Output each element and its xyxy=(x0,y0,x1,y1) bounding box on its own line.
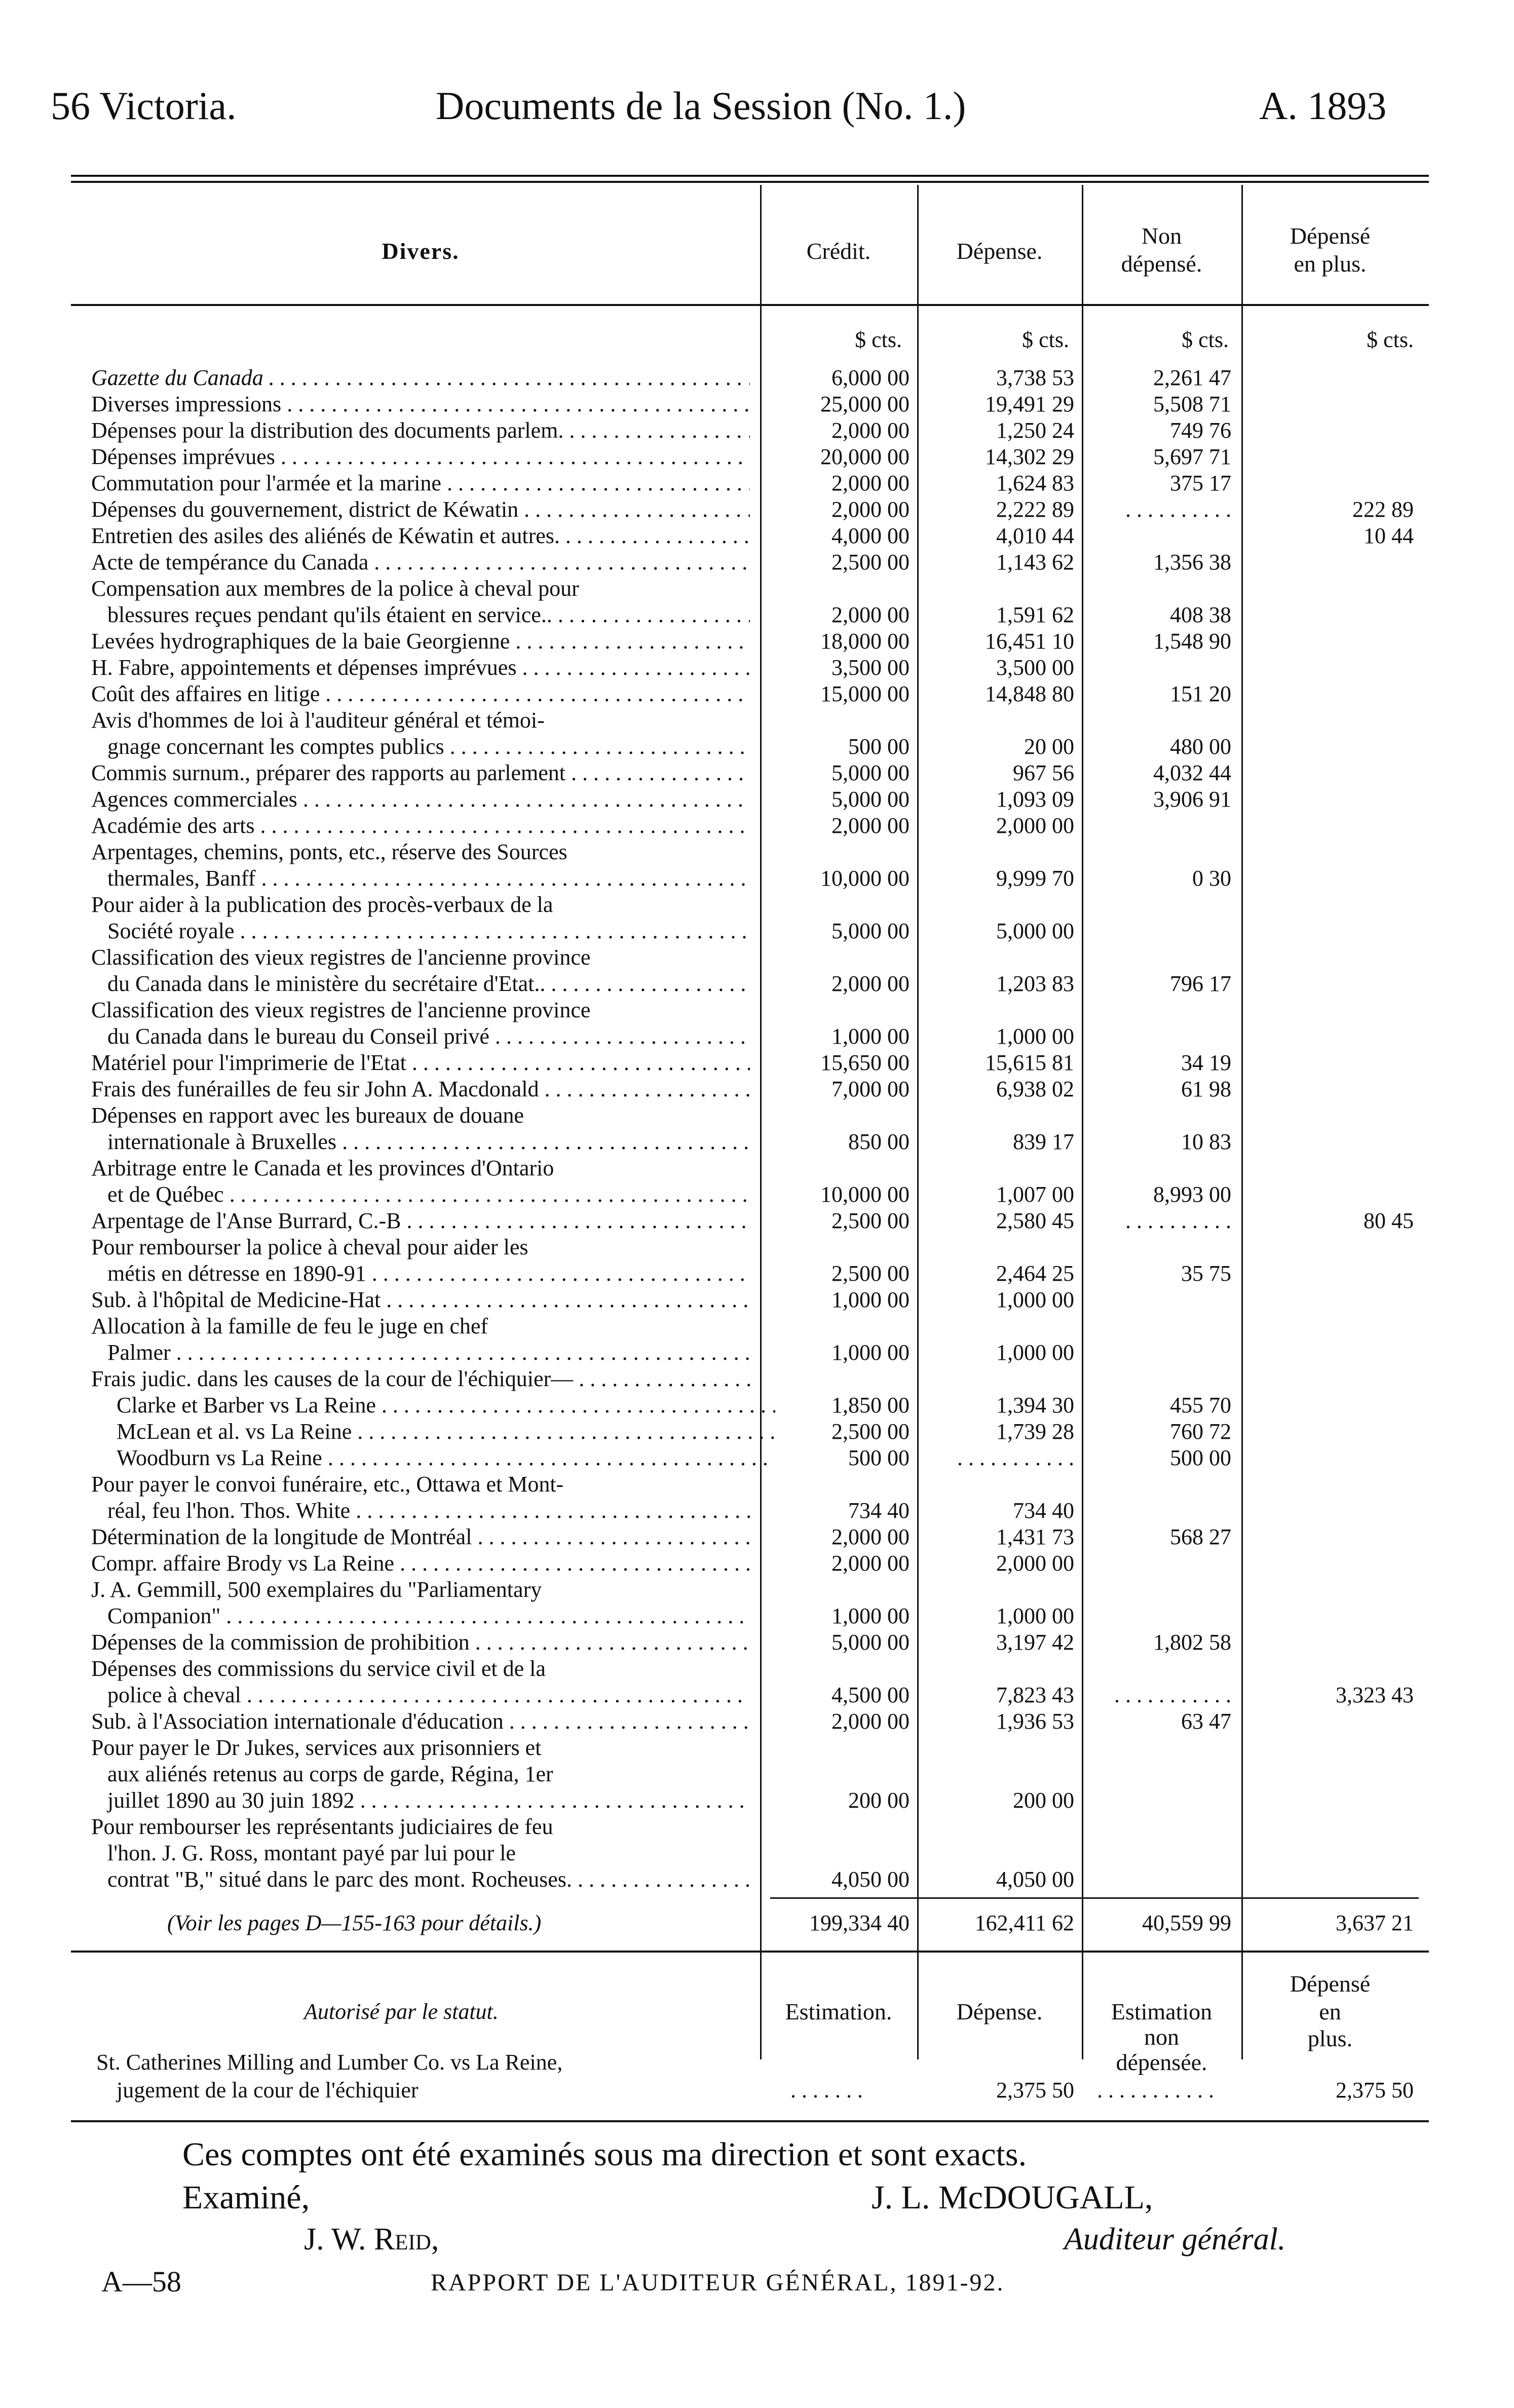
row-description-line: Acte de tempérance du Canada . . . xyxy=(91,549,750,576)
row-description xyxy=(91,1050,750,1076)
row-description-line: thermales, Banff . . . xyxy=(91,865,750,892)
non-depense-heading-2: dépensé. xyxy=(1121,251,1202,277)
row-description xyxy=(91,760,750,786)
row-credit-value: 5,000 00 xyxy=(831,1630,910,1655)
row-credit-value: 5,000 00 xyxy=(831,760,910,785)
row-description-line: Arpentage de l'Anse Burrard, C.-B . . . xyxy=(91,1208,750,1234)
row-description xyxy=(91,1208,750,1234)
row-depense-value: 1,007 00 xyxy=(996,1182,1074,1207)
row-non-value: 2,261 47 xyxy=(1153,365,1231,390)
statut-item-estimation: . . . . . . . xyxy=(790,2078,863,2103)
certification-text: Ces comptes ont été examinés sous ma direction et sont exacts. xyxy=(182,2136,1027,2173)
heading-rule xyxy=(71,304,1429,306)
row-description-line: Frais des funérailles de feu sir John A. Macdonald . . . xyxy=(91,1076,750,1102)
row-depense-value: 20 00 xyxy=(1024,734,1074,759)
row-non-value: 8,993 00 xyxy=(1153,1182,1231,1207)
row-description-line: Détermination de la longitude de Montréal . . . xyxy=(91,1524,750,1550)
row-description-line: Pour payer le Dr Jukes, services aux prisonniers et xyxy=(91,1735,542,1760)
statut-col-plus-1: Dépensé xyxy=(1290,1971,1371,1997)
row-description xyxy=(91,1102,750,1155)
row-depense-value: 1,000 00 xyxy=(996,1287,1074,1312)
total-non: 40,559 99 xyxy=(1142,1910,1231,1935)
row-non-value: 796 17 xyxy=(1170,971,1231,996)
row-description-line: Frais judic. dans les causes de la cour de l'échiquier— . . . xyxy=(91,1366,750,1392)
row-description-line: Sub. à l'Association internationale d'éducation . . . xyxy=(91,1708,750,1735)
row-description-line: Pour payer le convoi funéraire, etc., Ottawa et Mont- xyxy=(91,1472,564,1497)
row-credit-value: 3,500 00 xyxy=(831,655,910,680)
row-credit-value: 734 40 xyxy=(848,1498,910,1523)
row-description-line: juillet 1890 au 30 juin 1892 . . . xyxy=(91,1787,750,1814)
total-plus: 3,637 21 xyxy=(1336,1910,1414,1935)
row-description-line: Pour rembourser les représentants judiciaires de feu xyxy=(91,1814,553,1839)
row-description xyxy=(91,523,750,549)
row-description-line: Diverses impressions . . . xyxy=(91,391,750,417)
row-description-line: Compr. affaire Brody vs La Reine . . . xyxy=(91,1550,750,1577)
header-year: A. 1893 xyxy=(1259,84,1387,128)
row-depense-value: 1,591 62 xyxy=(996,602,1074,627)
row-credit-value: 7,000 00 xyxy=(831,1077,910,1101)
row-credit-value: 4,500 00 xyxy=(831,1683,910,1707)
row-depense-value: 1,143 62 xyxy=(996,550,1074,575)
row-depense-value: 1,000 00 xyxy=(996,1340,1074,1365)
row-depense-value: 2,464 25 xyxy=(996,1261,1074,1286)
auditor-signature: J. L. McDOUGALL, xyxy=(872,2179,1153,2216)
row-description-line: du Canada dans le bureau du Conseil privé . . . xyxy=(91,1023,750,1050)
row-credit-value: 2,000 00 xyxy=(831,971,910,996)
row-non-value: 151 20 xyxy=(1170,681,1231,706)
row-non-value: 5,697 71 xyxy=(1153,444,1231,469)
row-description-line: Allocation à la famille de feu le juge en chef xyxy=(91,1314,488,1339)
row-description xyxy=(91,1735,750,1814)
row-non-value: 10 83 xyxy=(1181,1129,1231,1154)
row-non-value: . . . . . . . . . . . xyxy=(1114,1683,1231,1707)
row-depense-value: 7,823 43 xyxy=(996,1683,1074,1707)
row-non-value: 455 70 xyxy=(1170,1393,1231,1418)
statut-title: Autorisé par le statut. xyxy=(304,1999,499,2024)
row-non-value: 63 47 xyxy=(1181,1709,1231,1734)
statut-item-depense: 2,375 50 xyxy=(996,2078,1074,2103)
statut-col-estimation-non-1: Estimation xyxy=(1111,1999,1213,2024)
row-depense-value: 1,431 73 xyxy=(996,1524,1074,1549)
row-depense-value: 15,615 81 xyxy=(985,1050,1074,1075)
row-non-value: 480 00 xyxy=(1170,734,1231,759)
row-description-line: métis en détresse en 1890-91 . . . xyxy=(91,1260,750,1287)
row-description-line: Companion" . . . xyxy=(91,1603,750,1629)
row-credit-value: 6,000 00 xyxy=(831,365,910,390)
row-credit-value: 15,000 00 xyxy=(820,681,910,706)
statut-item-non: . . . . . . . . . . . xyxy=(1097,2078,1214,2103)
row-description xyxy=(117,1392,775,1419)
statut-item-line2: jugement de la cour de l'échiquier xyxy=(117,2078,419,2103)
row-credit-value: 1,850 00 xyxy=(831,1393,910,1418)
row-description-line: Woodburn vs La Reine . . . xyxy=(117,1445,775,1471)
units-non: $ cts. xyxy=(1182,327,1229,352)
row-non-value: 375 17 xyxy=(1170,471,1231,495)
row-description xyxy=(91,1524,750,1550)
row-depense-value: 3,738 53 xyxy=(996,365,1074,390)
row-description-line: McLean et al. vs La Reine . . . xyxy=(117,1419,775,1445)
row-depense-value: 14,848 80 xyxy=(985,681,1074,706)
row-description-line: du Canada dans le ministère du secrétaire d'Etat.. . . . xyxy=(91,971,750,997)
statut-col-estimation-non-2: non xyxy=(1144,2024,1179,2050)
row-credit-value: 2,500 00 xyxy=(831,1261,910,1286)
row-non-value: 760 72 xyxy=(1170,1419,1231,1444)
row-description xyxy=(91,655,750,681)
row-description-line: J. A. Gemmill, 500 exemplaires du "Parliamentary xyxy=(91,1577,542,1602)
row-description-line: Levées hydrographiques de la baie Georgienne . . . xyxy=(91,628,750,655)
total-depense: 162,411 62 xyxy=(974,1910,1074,1935)
units-plus: $ cts. xyxy=(1367,327,1414,352)
row-credit-value: 1,000 00 xyxy=(831,1603,910,1628)
row-credit-value: 2,500 00 xyxy=(831,550,910,575)
row-description xyxy=(91,944,750,997)
row-credit-value: 850 00 xyxy=(848,1129,910,1154)
row-depense-value: 5,000 00 xyxy=(996,919,1074,943)
row-non-value: 749 76 xyxy=(1170,418,1231,443)
depense-heading: Dépense. xyxy=(956,238,1043,264)
row-description xyxy=(91,681,750,707)
row-description-line: Entretien des asiles des aliénés de Kéwatin et autres. . . . xyxy=(91,523,750,549)
totals-label: (Voir les pages D—155-163 pour détails.) xyxy=(167,1910,542,1935)
row-description-line: Commis surnum., préparer des rapports au parlement . . . xyxy=(91,760,750,786)
row-credit-value: 2,500 00 xyxy=(831,1419,910,1444)
row-depense-value: 2,580 45 xyxy=(996,1208,1074,1233)
row-depense-value: 734 40 xyxy=(1013,1498,1074,1523)
row-description xyxy=(91,417,750,444)
row-description-line: réal, feu l'hon. Thos. White . . . xyxy=(91,1498,750,1524)
row-credit-value: 2,000 00 xyxy=(831,1551,910,1576)
row-description-line: Gazette du Canada . . . xyxy=(91,365,750,391)
auditor-title: Auditeur général. xyxy=(1064,2222,1286,2257)
row-credit-value: 2,500 00 xyxy=(831,1208,910,1233)
row-non-value: 5,508 71 xyxy=(1153,392,1231,416)
row-description xyxy=(117,1419,775,1445)
row-depense-value: 6,938 02 xyxy=(996,1077,1074,1101)
row-depense-value: 1,000 00 xyxy=(996,1603,1074,1628)
row-plus-value: 222 89 xyxy=(1352,497,1414,522)
row-depense-value: 19,491 29 xyxy=(985,392,1074,416)
row-description xyxy=(91,628,750,655)
row-description-line: et de Québec . . . xyxy=(91,1181,750,1208)
row-non-value: 1,356 38 xyxy=(1153,550,1231,575)
row-description-line: Arpentages, chemins, ponts, etc., réserve des Sources xyxy=(91,839,567,864)
row-description-line: Sub. à l'hôpital de Medicine-Hat . . . xyxy=(91,1287,750,1313)
row-non-value: 3,906 91 xyxy=(1153,787,1231,812)
row-description-line: Dépenses de la commission de prohibition . . . xyxy=(91,1629,750,1656)
row-description xyxy=(117,1445,775,1471)
row-depense-value: . . . . . . . . . . . xyxy=(957,1445,1074,1470)
col-divider-1 xyxy=(760,185,762,2059)
statut-col-plus-3: plus. xyxy=(1307,2025,1353,2051)
top-rule-2 xyxy=(71,181,1429,183)
row-description xyxy=(91,365,750,391)
row-description-line: internationale à Bruxelles . . . xyxy=(91,1129,750,1155)
top-rule xyxy=(71,175,1429,177)
row-depense-value: 1,936 53 xyxy=(996,1709,1074,1734)
row-credit-value: 2,000 00 xyxy=(831,471,910,495)
row-non-value: 0 30 xyxy=(1192,866,1231,891)
row-description-line: Académie des arts . . . xyxy=(91,813,750,839)
row-description xyxy=(91,707,750,760)
row-depense-value: 14,302 29 xyxy=(985,444,1074,469)
row-description xyxy=(91,1234,750,1287)
units-credit: $ cts. xyxy=(855,327,902,352)
row-description xyxy=(91,1471,750,1524)
row-credit-value: 500 00 xyxy=(848,734,910,759)
row-description-line: Arbitrage entre le Canada et les provinces d'Ontario xyxy=(91,1156,554,1180)
row-credit-value: 1,000 00 xyxy=(831,1024,910,1049)
row-description-line: Pour aider à la publication des procès-verbaux de la xyxy=(91,892,553,917)
row-non-value: 568 27 xyxy=(1170,1524,1231,1549)
row-description xyxy=(91,892,750,944)
row-depense-value: 1,093 09 xyxy=(996,787,1074,812)
row-credit-value: 5,000 00 xyxy=(831,919,910,943)
statut-rule xyxy=(71,1951,1429,1953)
totals-rule xyxy=(770,1897,1419,1899)
row-depense-value: 1,624 83 xyxy=(996,471,1074,495)
row-description-line: Palmer . . . xyxy=(91,1340,750,1366)
row-description xyxy=(91,1313,750,1366)
row-description-line: Classification des vieux registres de l'ancienne province xyxy=(91,998,591,1022)
row-depense-value: 4,010 44 xyxy=(996,523,1074,548)
row-description xyxy=(91,470,750,496)
row-depense-value: 1,250 24 xyxy=(996,418,1074,443)
row-credit-value: 25,000 00 xyxy=(820,392,910,416)
row-plus-value: 10 44 xyxy=(1364,523,1414,548)
row-description-line: Agences commerciales . . . xyxy=(91,786,750,813)
statut-col-depense: Dépense. xyxy=(956,1999,1043,2024)
row-depense-value: 1,739 28 xyxy=(996,1419,1074,1444)
row-credit-value: 1,000 00 xyxy=(831,1340,910,1365)
row-description xyxy=(91,496,750,523)
row-depense-value: 9,999 70 xyxy=(996,866,1074,891)
row-depense-value: 2,222 89 xyxy=(996,497,1074,522)
row-description xyxy=(91,444,750,470)
row-plus-value: 3,323 43 xyxy=(1336,1683,1414,1707)
statut-item-plus: 2,375 50 xyxy=(1336,2078,1414,2103)
row-description xyxy=(91,1577,750,1629)
row-credit-value: 200 00 xyxy=(848,1788,910,1813)
row-credit-value: 1,000 00 xyxy=(831,1287,910,1312)
row-credit-value: 2,000 00 xyxy=(831,1709,910,1734)
row-plus-value: 80 45 xyxy=(1364,1208,1414,1233)
row-depense-value: 2,000 00 xyxy=(996,813,1074,838)
row-credit-value: 2,000 00 xyxy=(831,1524,910,1549)
row-non-value: . . . . . . . . . . xyxy=(1125,1208,1231,1233)
row-depense-value: 1,394 30 xyxy=(996,1393,1074,1418)
row-depense-value: 967 56 xyxy=(1013,760,1074,785)
row-depense-value: 200 00 xyxy=(1013,1788,1074,1813)
row-non-value: 61 98 xyxy=(1181,1077,1231,1101)
page-reference: A—58 xyxy=(101,2265,181,2298)
bottom-rule xyxy=(71,2120,1429,2122)
row-description xyxy=(91,576,750,628)
row-description-line: l'hon. J. G. Ross, montant payé par lui pour le xyxy=(107,1841,516,1865)
depense-plus-heading-2: en plus. xyxy=(1294,251,1367,277)
row-depense-value: 1,000 00 xyxy=(996,1024,1074,1049)
row-description xyxy=(91,1076,750,1102)
depense-plus-heading-1: Dépensé xyxy=(1290,223,1371,249)
row-credit-value: 2,000 00 xyxy=(831,813,910,838)
row-description xyxy=(91,1656,750,1708)
row-description xyxy=(91,1629,750,1656)
header-session-year: 56 Victoria. xyxy=(51,84,237,128)
row-depense-value: 2,000 00 xyxy=(996,1551,1074,1576)
row-non-value: 4,032 44 xyxy=(1153,760,1231,785)
header-title: Documents de la Session (No. 1.) xyxy=(436,84,966,128)
row-depense-value: 839 17 xyxy=(1013,1129,1074,1154)
non-depense-heading-1: Non xyxy=(1141,223,1182,249)
row-non-value: 1,548 90 xyxy=(1153,629,1231,654)
col-divider-3 xyxy=(1082,185,1083,2059)
row-description-line: Société royale . . . xyxy=(91,918,750,944)
row-non-value: 35 75 xyxy=(1181,1261,1231,1286)
row-description xyxy=(91,1708,750,1735)
row-credit-value: 15,650 00 xyxy=(820,1050,910,1075)
row-depense-value: 1,203 83 xyxy=(996,971,1074,996)
row-description-line: Dépenses imprévues . . . xyxy=(91,444,750,470)
row-credit-value: 10,000 00 xyxy=(820,866,910,891)
row-credit-value: 10,000 00 xyxy=(820,1182,910,1207)
row-non-value: . . . . . . . . . . xyxy=(1125,497,1231,522)
row-description xyxy=(91,1287,750,1313)
row-credit-value: 5,000 00 xyxy=(831,787,910,812)
row-description xyxy=(91,1155,750,1208)
row-description xyxy=(91,1814,750,1893)
examiner-signature: J. W. Reid, xyxy=(304,2222,439,2257)
row-description-line: Dépenses des commissions du service civil et de la xyxy=(91,1656,546,1681)
total-credit: 199,334 40 xyxy=(809,1910,910,1935)
row-description-line: Commutation pour l'armée et la marine . . . xyxy=(91,470,750,496)
row-description-line: Dépenses en rapport avec les bureaux de douane xyxy=(91,1103,524,1128)
row-description-line: blessures reçues pendant qu'ils étaient en service.. . . . xyxy=(91,602,750,628)
row-description xyxy=(91,391,750,417)
row-non-value: 34 19 xyxy=(1181,1050,1231,1075)
statut-col-estimation: Estimation. xyxy=(785,1999,892,2024)
row-depense-value: 3,500 00 xyxy=(996,655,1074,680)
row-description-line: Classification des vieux registres de l'ancienne province xyxy=(91,945,591,970)
row-description-line: H. Fabre, appointements et dépenses imprévues . . . xyxy=(91,655,750,681)
row-credit-value: 4,000 00 xyxy=(831,523,910,548)
credit-heading: Crédit. xyxy=(806,238,871,264)
row-description-line: Avis d'hommes de loi à l'auditeur général et témoi- xyxy=(91,708,545,733)
row-description-line: Clarke et Barber vs La Reine . . . xyxy=(117,1392,775,1419)
row-depense-value: 4,050 00 xyxy=(996,1867,1074,1892)
col-divider-2 xyxy=(917,185,919,2059)
examine-label: Examiné, xyxy=(182,2179,310,2216)
row-credit-value: 2,000 00 xyxy=(831,418,910,443)
statut-item-line1: St. Catherines Milling and Lumber Co. vs La Reine, xyxy=(96,2050,563,2075)
col-divider-4 xyxy=(1241,185,1243,2059)
row-description xyxy=(91,1366,750,1392)
row-description xyxy=(91,813,750,839)
row-depense-value: 16,451 10 xyxy=(985,629,1074,654)
row-description-line: Pour rembourser la police à cheval pour aider les xyxy=(91,1235,528,1259)
row-non-value: 1,802 58 xyxy=(1153,1630,1231,1655)
row-non-value: 500 00 xyxy=(1170,1445,1231,1470)
row-description xyxy=(91,1550,750,1577)
row-depense-value: 3,197 42 xyxy=(996,1630,1074,1655)
row-description xyxy=(91,997,750,1050)
row-description-line: Matériel pour l'imprimerie de l'Etat . . . xyxy=(91,1050,750,1076)
row-description-line: contrat "B," situé dans le parc des mont. Rocheuses. . . . xyxy=(91,1866,750,1893)
row-credit-value: 20,000 00 xyxy=(820,444,910,469)
row-credit-value: 4,050 00 xyxy=(831,1867,910,1892)
row-description-line: Compensation aux membres de la police à cheval pour xyxy=(91,576,579,601)
row-non-value: 408 38 xyxy=(1170,602,1231,627)
row-credit-value: 18,000 00 xyxy=(820,629,910,654)
row-description xyxy=(91,786,750,813)
statut-col-plus-2: en xyxy=(1319,1999,1341,2024)
report-title: RAPPORT DE L'AUDITEUR GÉNÉRAL, 1891-92. xyxy=(431,2269,1005,2296)
row-description-line: gnage concernant les comptes publics . . . xyxy=(91,734,750,760)
row-description-line: Dépenses du gouvernement, district de Kéwatin . . . xyxy=(91,496,750,523)
units-depense: $ cts. xyxy=(1022,327,1069,352)
row-description-line: Dépenses pour la distribution des documents parlem. . . . xyxy=(91,417,750,444)
row-description-line: aux aliénés retenus au corps de garde, Régina, 1er xyxy=(107,1762,553,1786)
row-description xyxy=(91,839,750,892)
row-description-line: Coût des affaires en litige . . . xyxy=(91,681,750,707)
row-description-line: police à cheval . . . xyxy=(91,1682,750,1708)
statut-col-estimation-non-3: dépensée. xyxy=(1116,2049,1207,2075)
divers-heading: Divers. xyxy=(382,238,460,264)
row-credit-value: 2,000 00 xyxy=(831,602,910,627)
row-credit-value: 500 00 xyxy=(848,1445,910,1470)
row-description xyxy=(91,549,750,576)
row-credit-value: 2,000 00 xyxy=(831,497,910,522)
